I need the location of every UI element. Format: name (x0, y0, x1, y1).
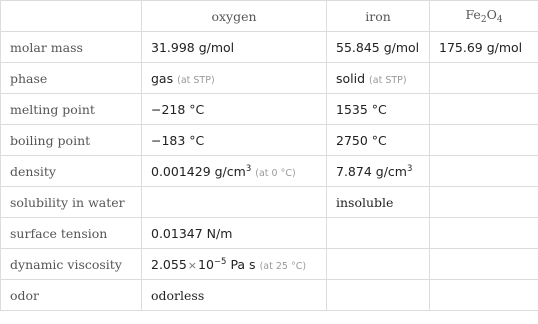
value-text: solid (336, 70, 366, 86)
oxygen-cell: odorless (142, 280, 327, 311)
fe2o4-cell (430, 125, 538, 156)
fe2o4-cell: 175.69 g/mol (430, 32, 538, 63)
unit-text: Pa s (230, 256, 256, 272)
corner-cell (1, 1, 142, 32)
formula-o: O (486, 7, 497, 22)
iron-cell (327, 156, 430, 187)
oxygen-cell (142, 187, 327, 218)
iron-cell (327, 249, 430, 280)
column-header-oxygen: oxygen (142, 1, 327, 32)
formula-sub-4: 4 (496, 15, 503, 25)
value-text: 7.874 g/cm (336, 163, 407, 179)
exponent: 3 (406, 163, 413, 174)
iron-cell: insoluble (327, 187, 430, 218)
table-row (1, 63, 538, 94)
row-label: boiling point (1, 125, 142, 156)
mantissa: 2.055 (151, 256, 187, 272)
oxygen-cell (142, 156, 327, 187)
fe2o4-cell (430, 249, 538, 280)
condition-note: (at STP) (369, 74, 407, 86)
table-row (1, 94, 538, 125)
row-label: molar mass (1, 32, 142, 63)
oxygen-cell: 0.01347 N/m (142, 218, 327, 249)
fe2o4-cell (430, 63, 538, 94)
table-row (1, 125, 538, 156)
fe2o4-cell (430, 156, 538, 187)
value-text: gas (151, 70, 174, 86)
table-row (1, 218, 538, 249)
table-row (1, 32, 538, 63)
oxygen-cell: −218 °C (142, 94, 327, 125)
table-row (1, 156, 538, 187)
exponent: −5 (213, 256, 227, 267)
row-label: odor (1, 280, 142, 311)
fe2o4-cell (430, 94, 538, 125)
iron-cell: 55.845 g/mol (327, 32, 430, 63)
fe2o4-cell (430, 218, 538, 249)
iron-cell: 1535 °C (327, 94, 430, 125)
row-label: density (1, 156, 142, 187)
oxygen-cell (142, 249, 327, 280)
table-row (1, 187, 538, 218)
table-row (1, 249, 538, 280)
iron-cell (327, 63, 430, 94)
formula-fe: Fe (465, 7, 481, 22)
condition-note: (at 25 °C) (259, 260, 307, 272)
times-sign: × (187, 258, 198, 272)
fe2o4-cell (430, 280, 538, 311)
iron-cell (327, 280, 430, 311)
formula-sub-2: 2 (480, 15, 487, 25)
exponent: 3 (245, 163, 252, 174)
column-header-fe2o4 (430, 1, 538, 32)
row-label: melting point (1, 94, 142, 125)
row-label: phase (1, 63, 142, 94)
value-text: 0.001429 g/cm (151, 163, 246, 179)
row-label: surface tension (1, 218, 142, 249)
condition-note: (at STP) (177, 74, 215, 86)
oxygen-cell: −183 °C (142, 125, 327, 156)
row-label: solubility in water (1, 187, 142, 218)
column-header-iron: iron (327, 1, 430, 32)
iron-cell (327, 218, 430, 249)
table-row (1, 280, 538, 311)
condition-note: (at 0 °C) (255, 167, 296, 179)
fe2o4-cell (430, 187, 538, 218)
oxygen-cell (142, 63, 327, 94)
power-base: 10 (198, 256, 214, 272)
row-label: dynamic viscosity (1, 249, 142, 280)
header-row (1, 1, 538, 32)
iron-cell: 2750 °C (327, 125, 430, 156)
oxygen-cell: 31.998 g/mol (142, 32, 327, 63)
